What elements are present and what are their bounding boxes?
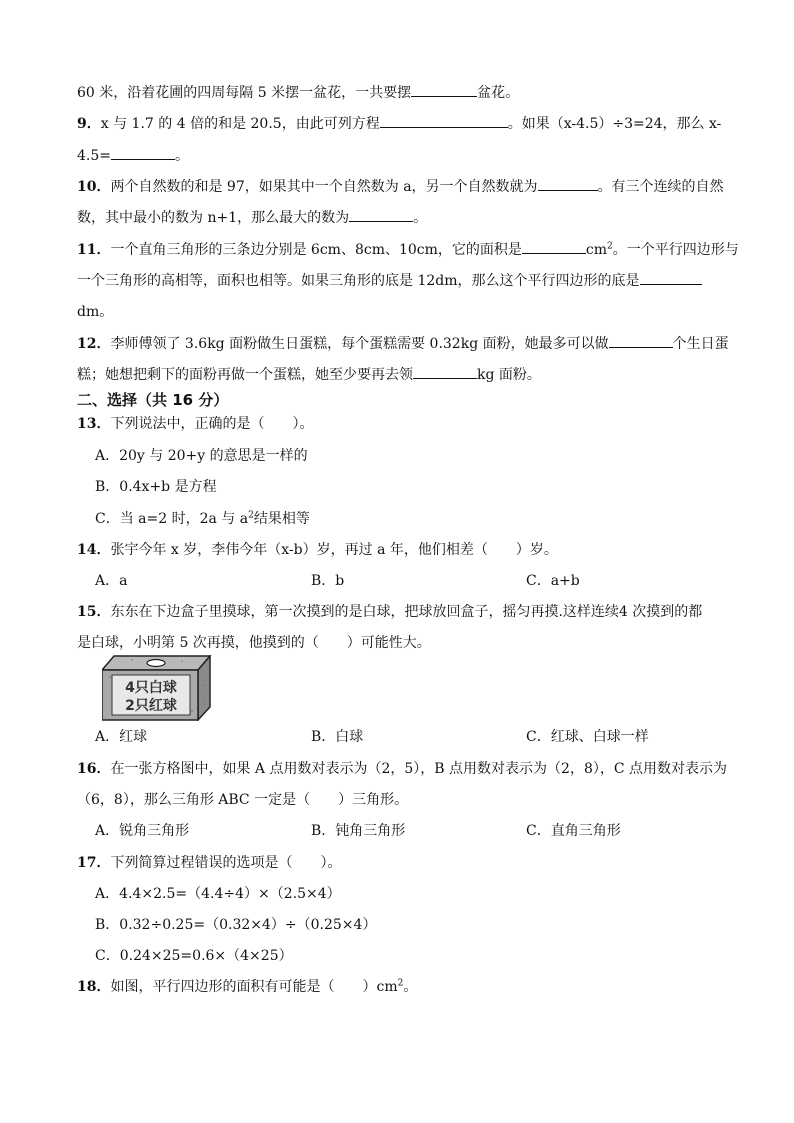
q15-text-2: 是白球，小明第 5 次再摸，他摸到的（ ）可能性大。 [77,635,431,651]
q17-option-c[interactable]: C．0.24×25=0.6×（4×25） [95,948,293,964]
q14-option-c[interactable]: C．a+b [526,573,580,589]
q11-line1 [77,239,739,260]
q9-number: 9． [77,116,101,132]
q12-count-blank[interactable] [609,333,673,348]
q15-line1 [77,602,724,622]
q12-line1 [77,333,729,354]
q17-number: 17． [77,855,111,871]
box-label-red: 2只红球 [125,698,177,714]
q10-text-4: 。 [413,210,428,226]
q13-option-c-tail: 结果相等 [253,511,310,527]
q13-option-c[interactable] [95,509,310,529]
q14-stem [77,540,724,560]
q9-value-blank[interactable] [111,145,175,160]
q18-text-end: 。 [403,979,418,995]
q11-area-blank[interactable] [522,239,586,254]
q9-text-2: 。如果（x-4.5）÷3=24，那么 x- [507,116,722,132]
q18-text: 如图，平行四边形的面积有可能是（ ）cm [110,979,398,995]
q14-text: 张宇今年 x 岁，李伟今年（x-b）岁，再过 a 年，他们相差（ ）岁。 [110,542,558,558]
q13-number: 13． [77,416,111,432]
q13-option-a[interactable]: A．20y 与 20+y 的意思是一样的 [95,448,308,464]
q16-line2 [77,790,724,810]
q13-option-b[interactable]: B．0.4x+b 是方程 [95,479,217,495]
q12-text: 李师傅领了 3.6kg 面粉做生日蛋糕，每个蛋糕需要 0.32kg 面粉，她最多可以做 [110,336,609,352]
q16-option-b[interactable]: B．钝角三角形 [311,823,406,839]
q10-text-3: 数，其中最小的数为 n+1，那么最大的数为 [77,210,350,226]
q10-blank-2[interactable] [349,207,413,222]
q14-option-b[interactable]: B．b [311,573,345,589]
q9-text-4: 。 [175,148,189,164]
q17-stem [77,853,724,873]
q11-unit-sup: 2 [607,241,613,252]
q18-number: 18． [77,979,111,995]
section-2-heading: 二、选择（共 16 分） [77,391,229,409]
q10-number: 10． [77,179,111,195]
q11-unit: cm [585,242,608,258]
q12-text-2: 个生日蛋 [672,336,729,352]
q10-text-2: 。有三个连续的自然 [597,179,724,195]
q9-line1 [77,113,724,134]
q11-number: 11． [77,242,111,258]
box-hole [147,660,165,667]
q16-text: 在一张方格图中，如果 A 点用数对表示为（2，5），B 点用数对表示为（2，8），C 点用数对表示为 [110,761,728,777]
q14-number: 14． [77,542,111,558]
q9-text-3: 4.5= [77,148,111,164]
q15-text: 东东在下边盒子里摸球，第一次摸到的是白球，把球放回盒子，摇匀再摸.这样连续4 次摸到的都 [110,604,703,620]
q16-option-a[interactable]: A．锐角三角形 [95,823,190,839]
q17-text: 下列简算过程错误的选项是（ ）。 [110,855,342,871]
ball-box-figure [102,655,212,721]
q16-line1 [77,759,728,779]
q8-text-end: 盆花。 [477,85,520,101]
q11-base-blank[interactable] [640,270,702,285]
q11-text-4: dm。 [77,304,114,320]
q12-flour-blank[interactable] [413,364,477,379]
q16-text-2: （6，8），那么三角形 ABC 一定是（ ）三角形。 [77,792,409,808]
q9-text: x 与 1.7 的 4 倍的和是 20.5，由此可列方程 [100,116,380,132]
q17-option-b[interactable]: B．0.32÷0.25=（0.32×4）÷（0.25×4） [95,917,377,933]
q13-option-c-text: C．当 a=2 时，2a 与 a [95,511,249,527]
q12-number: 12． [77,336,111,352]
q16-number: 16． [77,761,111,777]
q13-stem [77,414,724,434]
q12-text-3: 糕；她想把剩下的面粉再做一个蛋糕，她至少要再去领 [77,367,413,383]
q15-option-a[interactable]: A．红球 [95,729,148,745]
q12-text-4: kg 面粉。 [477,367,541,383]
q11-text: 一个直角三角形的三条边分别是 6cm、8cm、10cm，它的面积是 [110,242,522,258]
q9-equation-blank[interactable] [380,113,508,128]
q11-text-3: 一个三角形的高相等，面积也相等。如果三角形的底是 12dm，那么这个平行四边形的底是 [77,273,640,289]
q18-stem [77,977,724,997]
q15-number: 15． [77,604,111,620]
q15-line2 [77,633,724,653]
q14-option-a[interactable]: A．a [95,573,128,589]
q8-line1 [77,82,724,103]
q12-line2 [77,364,724,385]
q11-line3 [77,302,724,322]
q11-text-2: 。一个平行四边形与 [612,242,739,258]
q10-line2 [77,207,724,228]
q10-text: 两个自然数的和是 97，如果其中一个自然数为 a，另一个自然数就为 [110,179,538,195]
q18-unit-sup: 2 [397,978,404,989]
q15-option-b[interactable]: B．白球 [311,729,364,745]
q11-line2 [77,270,724,291]
q13-option-c-sup: 2 [248,510,254,521]
q13-text: 下列说法中，正确的是（ ）。 [110,416,314,432]
q10-blank-1[interactable] [538,176,598,191]
q16-option-c[interactable]: C．直角三角形 [526,823,621,839]
q8-text: 60 米，沿着花圃的四周每隔 5 米摆一盆花，一共要摆 [77,85,412,101]
q10-line1 [77,176,724,197]
q17-option-a[interactable]: A．4.4×2.5=（4.4÷4）×（2.5×4） [95,886,341,902]
q15-option-c[interactable]: C．红球、白球一样 [526,729,649,745]
q9-line2 [77,145,724,166]
q8-answer-blank[interactable] [411,82,477,97]
box-label-white: 4只白球 [125,680,177,696]
